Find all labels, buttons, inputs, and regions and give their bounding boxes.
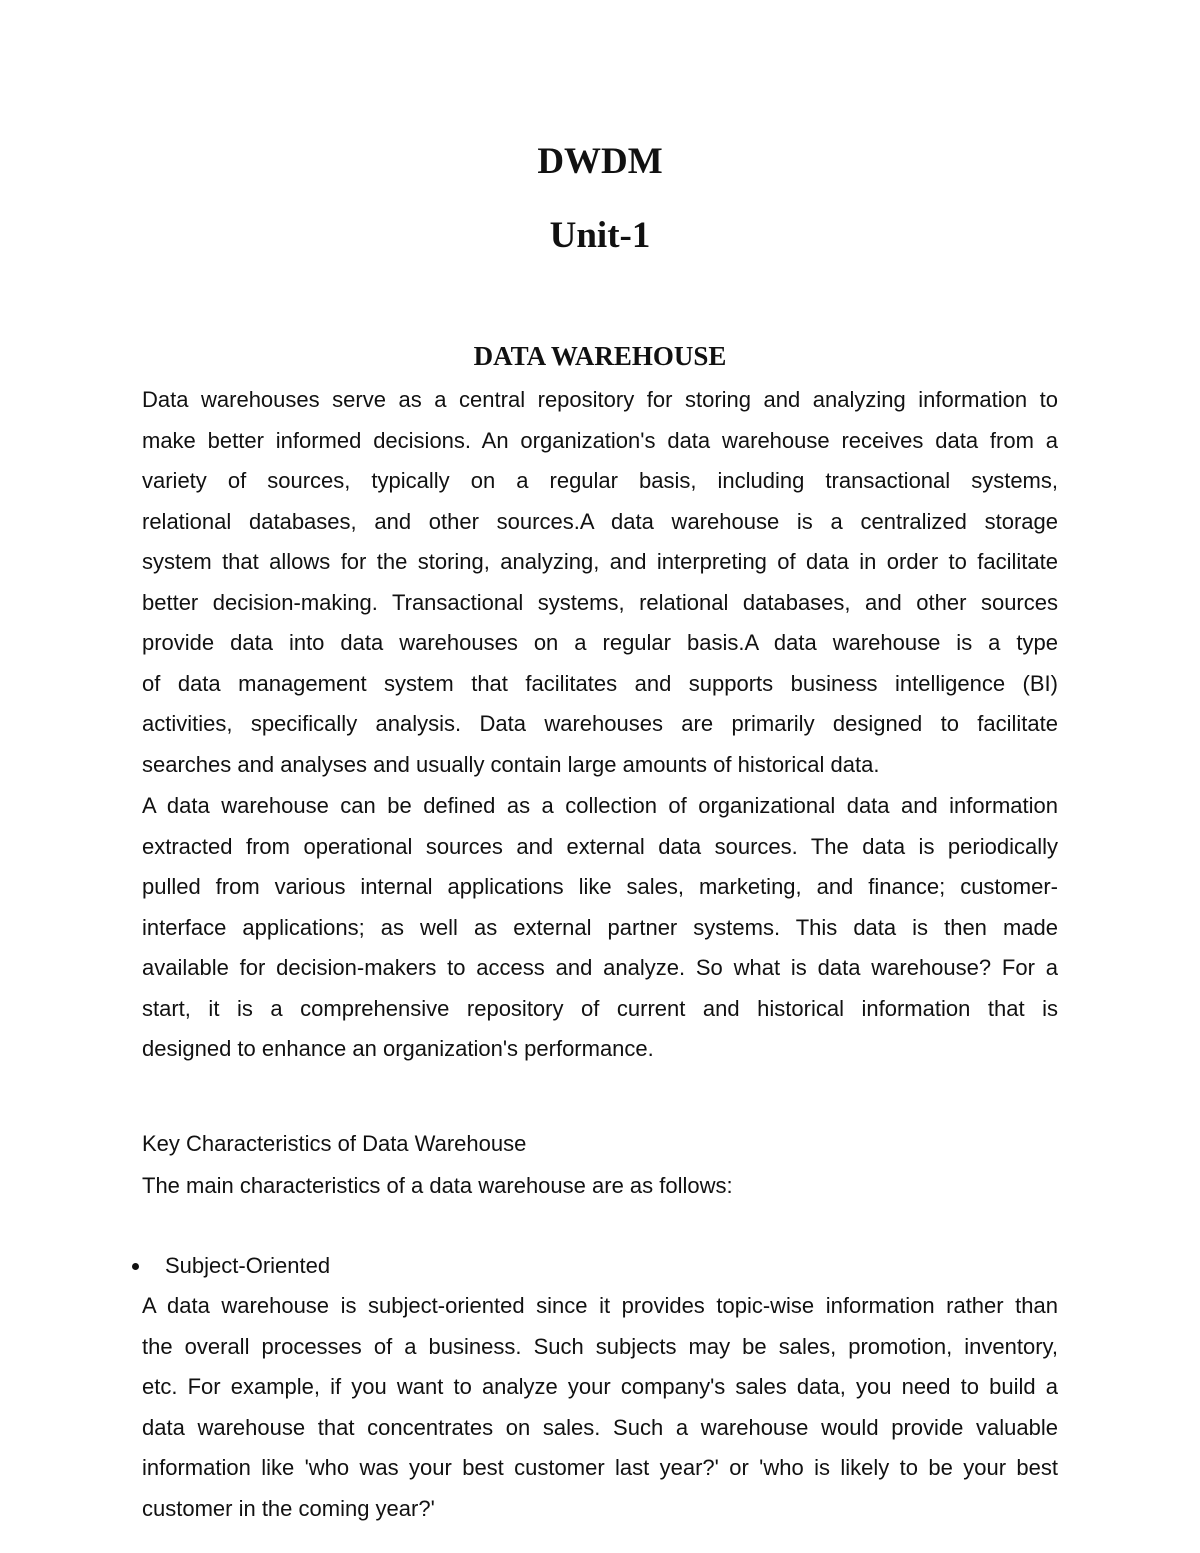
paragraph-line: better decision-making. Transactional systems, relational databases, and other sources <box>142 589 1058 615</box>
key-characteristics-intro <box>142 1166 1058 1207</box>
paragraph-line: available for decision-makers to access and analyze. So what is data warehouse? For a <box>142 955 1058 980</box>
bullet-list-item <box>132 1246 330 1286</box>
paragraph-line: Data warehouses serve as a central repository for storing and analyzing information to <box>142 387 1058 412</box>
paragraph-line: extracted from operational sources and external data sources. The data is periodically <box>142 833 1058 859</box>
bullet-label: Subject-Oriented <box>165 1253 331 1278</box>
paragraph-line: A data warehouse is subject-oriented since it provides topic-wise information rather than <box>142 1293 1058 1318</box>
paragraph-line: interface applications; as well as external partner systems. This data is then made <box>142 914 1058 940</box>
section-heading: DATA WAREHOUSE <box>473 341 727 371</box>
paragraph-line: activities, specifically analysis. Data warehouses are primarily designed to facilitate <box>142 711 1058 736</box>
paragraph-line: variety of sources, typically on a regular basis, including transactional systems, <box>142 468 1058 493</box>
paragraph-line: relational databases, and other sources.A data warehouse is a centralized storage <box>142 508 1058 534</box>
paragraph-line: data warehouse that concentrates on sales. Such a warehouse would provide valuable <box>142 1414 1058 1440</box>
paragraph-line: information like 'who was your best customer last year?' or 'who is likely to be your best <box>142 1455 1058 1480</box>
paragraph-line: make better informed decisions. An organization's data warehouse receives data from a <box>142 427 1058 453</box>
key-characteristics-heading <box>142 1124 1058 1165</box>
paragraph-line: the overall processes of a business. Such subjects may be sales, promotion, inventory, <box>142 1333 1058 1359</box>
paragraph-line: A data warehouse can be defined as a collection of organizational data and information <box>142 793 1058 818</box>
subheading-line: Key Characteristics of Data Warehouse <box>142 1131 527 1156</box>
unit-title: Unit-1 <box>549 215 651 256</box>
paragraph-subject-oriented <box>142 1286 1058 1529</box>
paragraph-line: start, it is a comprehensive repository of current and historical information that is <box>142 995 1058 1021</box>
paragraph-line: searches and analyses and usually contain large amounts of historical data. <box>142 751 880 777</box>
paragraph-line: of data management system that facilitates and supports business intelligence (BI) <box>142 670 1058 696</box>
paragraph-line: pulled from various internal applications like sales, marketing, and finance; customer- <box>142 874 1058 899</box>
paragraph-data-warehouse-definition <box>142 786 1058 1070</box>
paragraph-line: customer in the coming year?' <box>142 1495 435 1521</box>
paragraph-line: system that allows for the storing, analyzing, and interpreting of data in order to facilitate <box>142 549 1058 574</box>
intro-line: The main characteristics of a data warehouse are as follows: <box>142 1173 733 1198</box>
paragraph-data-warehouse-intro <box>142 380 1058 785</box>
bullet-icon <box>132 1263 139 1270</box>
paragraph-line: provide data into data warehouses on a regular basis.A data warehouse is a type <box>142 630 1058 655</box>
paragraph-line: etc. For example, if you want to analyze your company's sales data, you need to build a <box>142 1374 1058 1399</box>
document-title: DWDM <box>537 141 663 182</box>
paragraph-line: designed to enhance an organization's performance. <box>142 1036 654 1061</box>
